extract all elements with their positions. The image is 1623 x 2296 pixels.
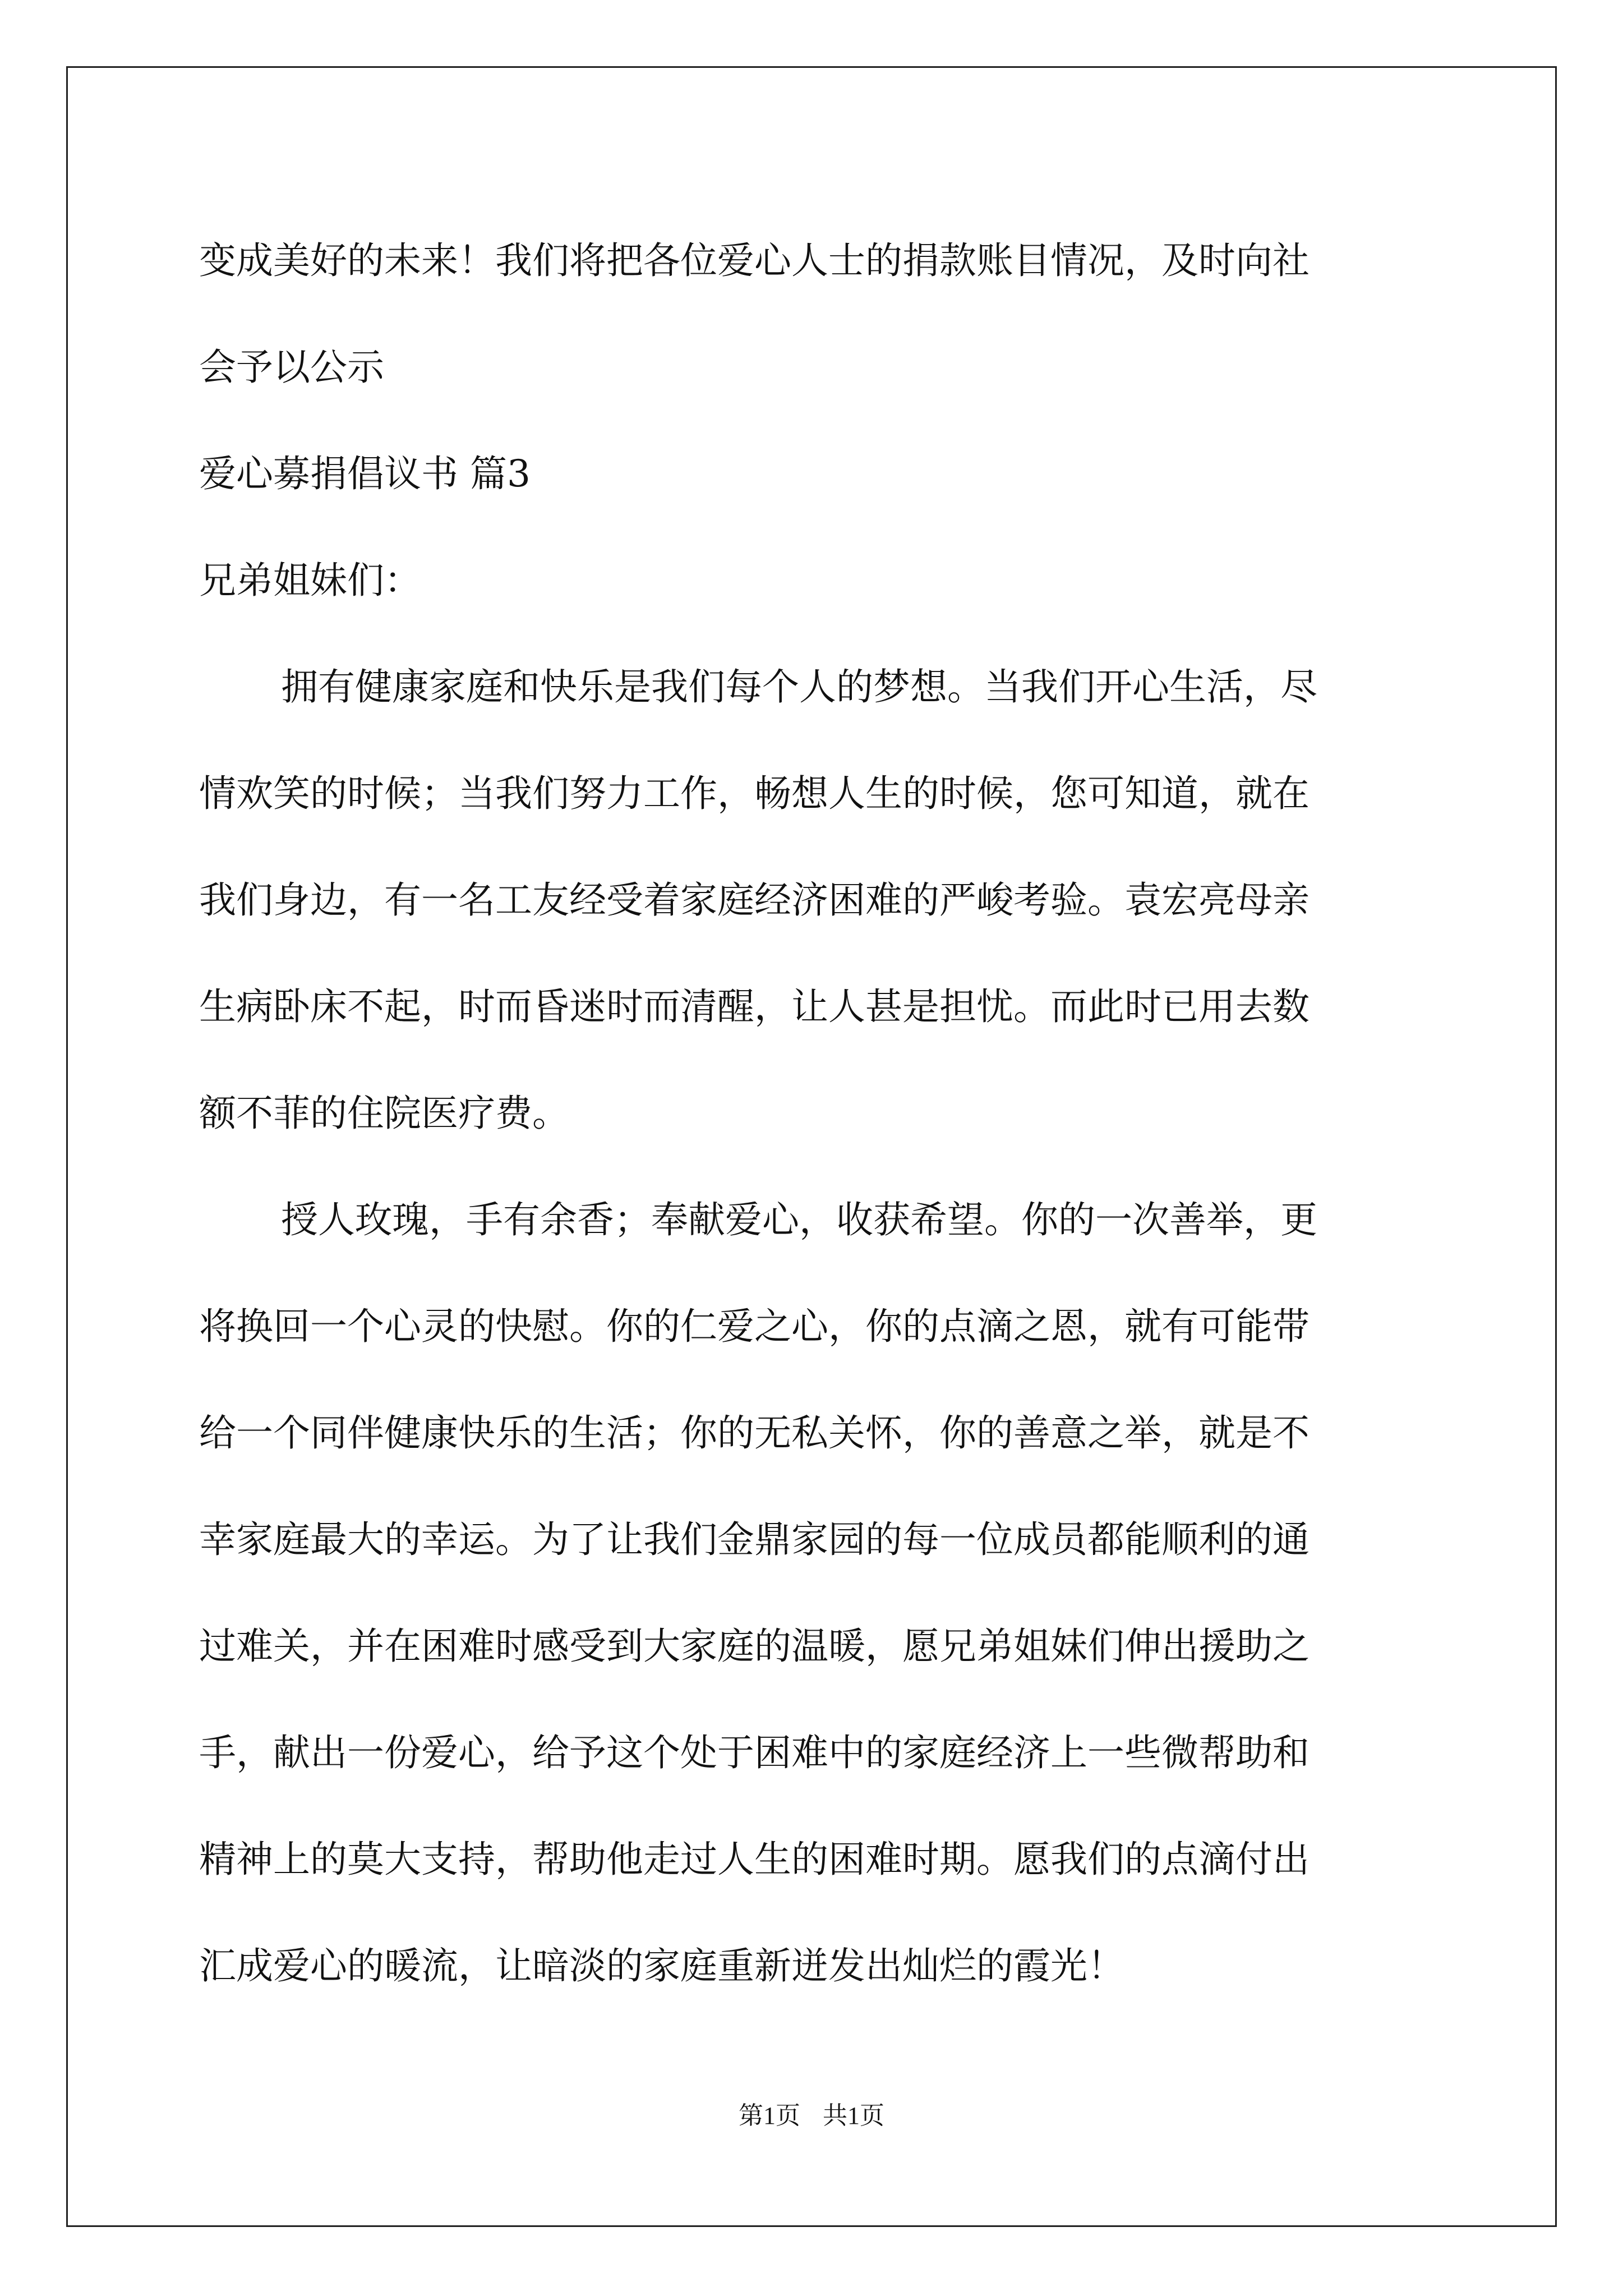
page-footer — [0, 2095, 1623, 2131]
text-line: 授人玫瑰，手有余香；奉献爱心，收获希望。你的一次善举，更 — [281, 1198, 1317, 1241]
text-line: 额不菲的住院医疗费。 — [199, 1092, 569, 1135]
text-line: 我们身边，有一名工友经受着家庭经济困难的严峻考验。袁宏亮母亲 — [199, 878, 1310, 922]
text-line: 情欢笑的时候；当我们努力工作，畅想人生的时候，您可知道，就在 — [199, 772, 1310, 815]
page-number-total: 共1页 — [823, 2102, 884, 2129]
text-line: 拥有健康家庭和快乐是我们每个人的梦想。当我们开心生活，尽 — [281, 665, 1317, 708]
salutation: 兄弟姐妹们： — [199, 559, 421, 602]
paragraph-1 — [199, 634, 1433, 1167]
text-line: 幸家庭最大的幸运。为了让我们金鼎家园的每一位成员都能顺利的通 — [199, 1518, 1310, 1561]
document-body — [199, 208, 1433, 2019]
text-line: 精神上的莫大支持，帮助他走过人生的困难时期。愿我们的点滴付出 — [199, 1838, 1310, 1881]
section-title: 爱心募捐倡议书 篇3 — [199, 452, 531, 495]
text-line: 会予以公示 — [199, 346, 384, 389]
paragraph-2 — [199, 1167, 1433, 2019]
text-line: 过难关，并在困难时感受到大家庭的温暖，愿兄弟姐妹们伸出援助之 — [199, 1625, 1310, 1668]
text-line: 变成美好的未来！我们将把各位爱心人士的捐款账目情况，及时向社 — [199, 239, 1310, 282]
text-line: 手，献出一份爱心，给予这个处于困难中的家庭经济上一些微帮助和 — [199, 1731, 1310, 1774]
text-line: 汇成爱心的暖流，让暗淡的家庭重新迸发出灿烂的霞光！ — [199, 1944, 1124, 1987]
text-line: 给一个同伴健康快乐的生活；你的无私关怀，你的善意之举，就是不 — [199, 1411, 1310, 1455]
page-number-current: 第1页 — [739, 2102, 800, 2129]
text-line: 生病卧床不起，时而昏迷时而清醒，让人甚是担忧。而此时已用去数 — [199, 985, 1310, 1028]
text-line: 将换回一个心灵的快慰。你的仁爱之心，你的点滴之恩，就有可能带 — [199, 1305, 1310, 1348]
